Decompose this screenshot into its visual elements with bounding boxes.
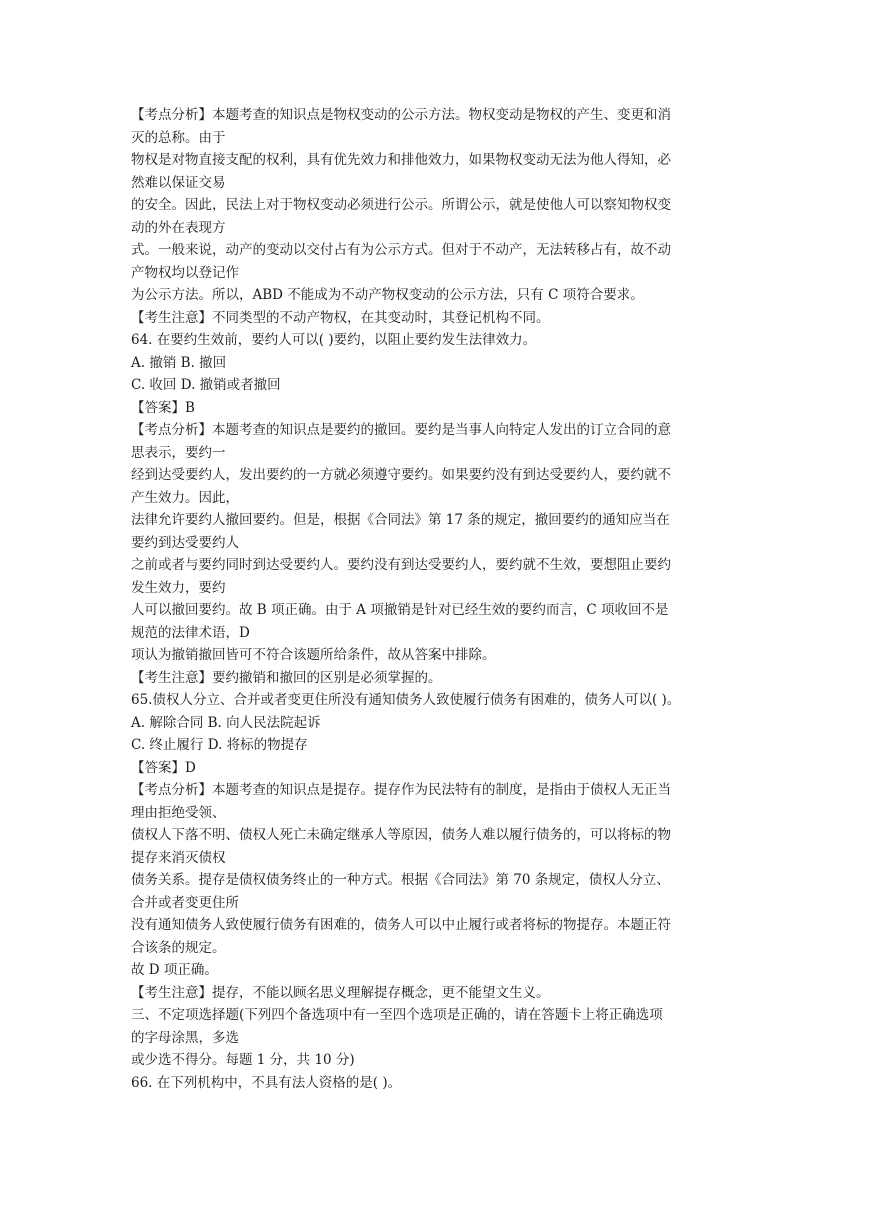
text-line: 经到达受要约人，发出要约的一方就必须遵守要约。如果要约没有到达受要约人，要约就不	[131, 467, 671, 483]
option-line: C. 收回 D. 撤销或者撤回	[131, 377, 281, 393]
text-line: 【考生注意】不同类型的不动产物权，在其变动时，其登记机构不同。	[131, 309, 550, 326]
text-line: 合并或者变更住所	[131, 894, 239, 911]
answer-line: 【答案】D	[131, 759, 196, 776]
question-66: 66. 在下列机构中，不具有法人资格的是( )。	[131, 1074, 402, 1091]
text-line: 为公示方法。所以，ABD 不能成为不动产物权变动的公示方法，只有 C 项符合要求。	[131, 287, 644, 303]
text-line: 债务关系。提存是债权债务终止的一种方式。根据《合同法》第 70 条规定，债权人分立、	[131, 872, 670, 888]
text-line: 【考生注意】提存，不能以顾名思义理解提存概念，更不能望文生义。	[131, 984, 550, 1001]
question-64: 64. 在要约生效前，要约人可以( )要约，以阻止要约发生法律效力。	[131, 332, 537, 348]
text-line: 理由拒绝受领、	[131, 804, 226, 821]
text-line: 法律允许要约人撤回要约。但是，根据《合同法》第 17 条的规定，撤回要约的通知应当在	[131, 512, 670, 528]
section-heading: 三、不定项选择题(下列四个备选项中有一至四个选项是正确的，请在答题卡上将正确选项	[131, 1007, 663, 1023]
text-line: 故 D 项正确。	[131, 962, 218, 978]
text-line: 要约到达受要约人	[131, 534, 239, 551]
text-line: 产物权均以登记作	[131, 264, 239, 281]
text-line: 的安全。因此，民法上对于物权变动必须进行公示。所谓公示，就是使他人可以察知物权变	[131, 197, 671, 213]
text-line: 产生效力。因此，	[131, 489, 239, 506]
text-line: 式。一般来说，动产的变动以交付占有为公示方式。但对于不动产，无法转移占有，故不动	[131, 242, 671, 258]
text-line: 【考点分析】本题考查的知识点是要约的撤回。要约是当事人向特定人发出的订立合同的意	[131, 422, 671, 438]
option-line: A. 解除合同 B. 向人民法院起诉	[131, 714, 321, 731]
text-line: 然难以保证交易	[131, 174, 226, 191]
text-line: 动的外在表现方	[131, 219, 226, 236]
text-line: 之前或者与要约同时到达受要约人。要约没有到达受要约人，要约就不生效，要想阻止要约	[131, 557, 671, 573]
text-line: 规范的法律术语，D	[131, 624, 250, 641]
text-line: 发生效力，要约	[131, 579, 226, 596]
option-line: A. 撤销 B. 撤回	[131, 354, 227, 371]
text-line: 人可以撤回要约。故 B 项正确。由于 A 项撤销是针对已经生效的要约而言，C 项收回不是	[131, 602, 669, 618]
text-line: 【考点分析】本题考查的知识点是提存。提存作为民法特有的制度，是指由于债权人无正当	[131, 782, 671, 798]
question-65: 65.债权人分立、合并或者变更住所没有通知债务人致使履行债务有困难的，债务人可以( )。	[131, 692, 681, 708]
text-line: 或少选不得分。每题 1 分，共 10 分)	[131, 1052, 355, 1068]
text-line: 【考点分析】本题考查的知识点是物权变动的公示方法。物权变动是物权的产生、变更和消	[131, 107, 671, 123]
answer-line: 【答案】B	[131, 399, 195, 416]
option-line: C. 终止履行 D. 将标的物提存	[131, 737, 308, 753]
text-line: 项认为撤销撤回皆可不符合该题所给条件，故从答案中排除。	[131, 647, 496, 663]
text-line: 【考生注意】要约撤销和撤回的区别是必须掌握的。	[131, 669, 442, 686]
text-line: 思表示，要约一	[131, 444, 226, 461]
text-line: 债权人下落不明、债权人死亡未确定继承人等原因，债务人难以履行债务的，可以将标的物	[131, 827, 671, 843]
text-line: 物权是对物直接支配的权利，具有优先效力和排他效力，如果物权变动无法为他人得知，必	[131, 152, 671, 168]
document-body	[131, 104, 743, 1094]
text-line: 提存来消灭债权	[131, 849, 226, 866]
text-line: 没有通知债务人致使履行债务有困难的，债务人可以中止履行或者将标的物提存。本题正符	[131, 917, 671, 933]
text-line: 灭的总称。由于	[131, 129, 226, 146]
text-line: 的字母涂黑，多选	[131, 1029, 239, 1046]
text-line: 合该条的规定。	[131, 939, 226, 956]
